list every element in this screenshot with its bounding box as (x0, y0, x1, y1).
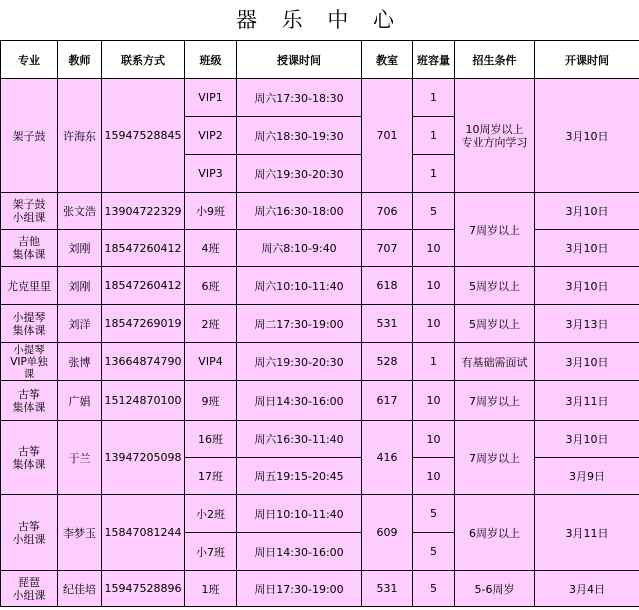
cell-requirement[interactable]: 有基础需面试 (455, 343, 535, 381)
cell-time[interactable]: 周日10:10-11:40 (237, 495, 362, 533)
cell-room[interactable]: 701 (362, 79, 413, 193)
cell-class[interactable]: 2班 (185, 305, 237, 343)
cell-capacity[interactable]: 5 (413, 571, 455, 607)
cell-major[interactable]: 尤克里里 (1, 267, 58, 305)
cell-capacity[interactable]: 5 (413, 495, 455, 533)
cell-time[interactable]: 周六19:30-20:30 (237, 155, 362, 193)
cell-time[interactable]: 周六17:30-18:30 (237, 79, 362, 117)
cell-major[interactable]: 吉他 集体课 (1, 230, 58, 267)
cell-capacity[interactable]: 10 (413, 305, 455, 343)
cell-major[interactable]: 古筝 小组课 (1, 495, 58, 571)
cell-start[interactable]: 3月10日 (535, 230, 639, 267)
cell-time[interactable]: 周六18:30-19:30 (237, 117, 362, 155)
cell-capacity[interactable]: 1 (413, 155, 455, 193)
cell-class[interactable]: 小9班 (185, 193, 237, 230)
cell-start[interactable]: 3月10日 (535, 421, 639, 458)
cell-time[interactable]: 周六16:30-11:40 (237, 421, 362, 458)
cell-room[interactable]: 707 (362, 230, 413, 267)
cell-teacher[interactable]: 刘洋 (58, 305, 102, 343)
cell-time[interactable]: 周六10:10-11:40 (237, 267, 362, 305)
cell-capacity[interactable]: 5 (413, 533, 455, 571)
cell-major[interactable]: 小提琴 集体课 (1, 305, 58, 343)
cell-teacher[interactable]: 李梦玉 (58, 495, 102, 571)
cell-major[interactable]: 古筝 集体课 (1, 421, 58, 495)
header-time: 授课时间 (237, 41, 362, 79)
cell-room[interactable]: 609 (362, 495, 413, 571)
cell-start[interactable]: 3月10日 (535, 267, 639, 305)
cell-start[interactable]: 3月10日 (535, 193, 639, 230)
schedule-table (0, 40, 639, 607)
cell-contact[interactable]: 13904722329 (102, 193, 185, 230)
cell-capacity[interactable]: 1 (413, 343, 455, 381)
cell-class[interactable]: 6班 (185, 267, 237, 305)
cell-major[interactable]: 架子鼓 小组课 (1, 193, 58, 230)
cell-room[interactable]: 531 (362, 571, 413, 607)
cell-teacher[interactable]: 刘刚 (58, 267, 102, 305)
cell-requirement[interactable]: 5周岁以上 (455, 267, 535, 305)
cell-contact[interactable]: 18547269019 (102, 305, 185, 343)
sheet-title: 器 乐 中 心 (235, 8, 404, 32)
cell-requirement[interactable]: 5周岁以上 (455, 305, 535, 343)
header-contact: 联系方式 (102, 41, 185, 79)
cell-contact[interactable]: 15847081244 (102, 495, 185, 571)
table-row (1, 305, 639, 343)
cell-start[interactable]: 3月11日 (535, 495, 639, 571)
cell-class[interactable]: 1班 (185, 571, 237, 607)
table-row (1, 79, 639, 117)
cell-contact[interactable]: 15947528896 (102, 571, 185, 607)
cell-class[interactable]: VIP4 (185, 343, 237, 381)
cell-room[interactable]: 531 (362, 305, 413, 343)
cell-start[interactable]: 3月4日 (535, 571, 639, 607)
cell-time[interactable]: 周六8:10-9:40 (237, 230, 362, 267)
header-room: 教室 (362, 41, 413, 79)
cell-requirement[interactable]: 7周岁以上 (455, 193, 535, 267)
header-teacher: 教师 (58, 41, 102, 79)
cell-major[interactable]: 古筝 集体课 (1, 381, 58, 421)
cell-time[interactable]: 周日14:30-16:00 (237, 381, 362, 421)
cell-time[interactable]: 周五19:15-20:45 (237, 458, 362, 495)
table-row (1, 230, 639, 267)
header-capacity: 班容量 (413, 41, 455, 79)
cell-class[interactable]: VIP3 (185, 155, 237, 193)
cell-start[interactable]: 3月13日 (535, 305, 639, 343)
cell-class[interactable]: VIP1 (185, 79, 237, 117)
cell-start[interactable]: 3月11日 (535, 381, 639, 421)
cell-teacher[interactable]: 于兰 (58, 421, 102, 495)
cell-start[interactable]: 3月10日 (535, 343, 639, 381)
header-start: 开课时间 (535, 41, 639, 79)
cell-time[interactable]: 周六19:30-20:30 (237, 343, 362, 381)
cell-capacity[interactable]: 10 (413, 381, 455, 421)
cell-class[interactable]: 16班 (185, 421, 237, 458)
table-row (1, 571, 639, 607)
cell-teacher[interactable]: 张博 (58, 343, 102, 381)
cell-time[interactable]: 周日17:30-19:00 (237, 571, 362, 607)
cell-capacity[interactable]: 10 (413, 458, 455, 495)
header-major: 专业 (1, 41, 58, 79)
cell-class[interactable]: VIP2 (185, 117, 237, 155)
cell-teacher[interactable]: 刘刚 (58, 230, 102, 267)
cell-teacher[interactable]: 张文浩 (58, 193, 102, 230)
table-row (1, 381, 639, 421)
cell-capacity[interactable]: 10 (413, 230, 455, 267)
cell-major[interactable]: 琵琶 小组课 (1, 571, 58, 607)
header-class: 班级 (185, 41, 237, 79)
cell-contact[interactable]: 13947205098 (102, 421, 185, 495)
cell-class[interactable]: 小2班 (185, 495, 237, 533)
cell-contact[interactable]: 15947528845 (102, 79, 185, 193)
cell-time[interactable]: 周二17:30-19:00 (237, 305, 362, 343)
cell-contact[interactable]: 15124870100 (102, 381, 185, 421)
cell-capacity[interactable]: 5 (413, 193, 455, 230)
cell-capacity[interactable]: 10 (413, 421, 455, 458)
table-row (1, 343, 639, 381)
cell-room[interactable]: 528 (362, 343, 413, 381)
table-row (1, 267, 639, 305)
cell-teacher[interactable]: 广娟 (58, 381, 102, 421)
header-row (1, 41, 639, 79)
cell-capacity[interactable]: 1 (413, 117, 455, 155)
cell-room[interactable]: 617 (362, 381, 413, 421)
cell-room[interactable]: 416 (362, 421, 413, 495)
cell-time[interactable]: 周日14:30-16:00 (237, 533, 362, 571)
cell-major[interactable]: 小提琴 VIP单独 课 (1, 343, 58, 381)
cell-room[interactable]: 618 (362, 267, 413, 305)
cell-class[interactable]: 17班 (185, 458, 237, 495)
cell-start[interactable]: 3月10日 (535, 79, 639, 193)
cell-class[interactable]: 4班 (185, 230, 237, 267)
cell-class[interactable]: 小7班 (185, 533, 237, 571)
cell-start[interactable]: 3月9日 (535, 458, 639, 495)
cell-contact[interactable]: 18547260412 (102, 230, 185, 267)
cell-room[interactable]: 706 (362, 193, 413, 230)
cell-teacher[interactable]: 纪佳培 (58, 571, 102, 607)
cell-capacity[interactable]: 10 (413, 267, 455, 305)
cell-requirement[interactable]: 10周岁以上 专业方向学习 (455, 79, 535, 193)
cell-requirement[interactable]: 7周岁以上 (455, 381, 535, 421)
cell-capacity[interactable]: 1 (413, 79, 455, 117)
cell-major[interactable]: 架子鼓 (1, 79, 58, 193)
header-requirement: 招生条件 (455, 41, 535, 79)
cell-class[interactable]: 9班 (185, 381, 237, 421)
cell-time[interactable]: 周六16:30-18:00 (237, 193, 362, 230)
cell-requirement[interactable]: 7周岁以上 (455, 421, 535, 495)
cell-requirement[interactable]: 5-6周岁 (455, 571, 535, 607)
cell-contact[interactable]: 18547260412 (102, 267, 185, 305)
cell-contact[interactable]: 13664874790 (102, 343, 185, 381)
cell-requirement[interactable]: 6周岁以上 (455, 495, 535, 571)
table-row (1, 495, 639, 533)
table-row (1, 421, 639, 458)
table-row (1, 193, 639, 230)
cell-teacher[interactable]: 许海东 (58, 79, 102, 193)
